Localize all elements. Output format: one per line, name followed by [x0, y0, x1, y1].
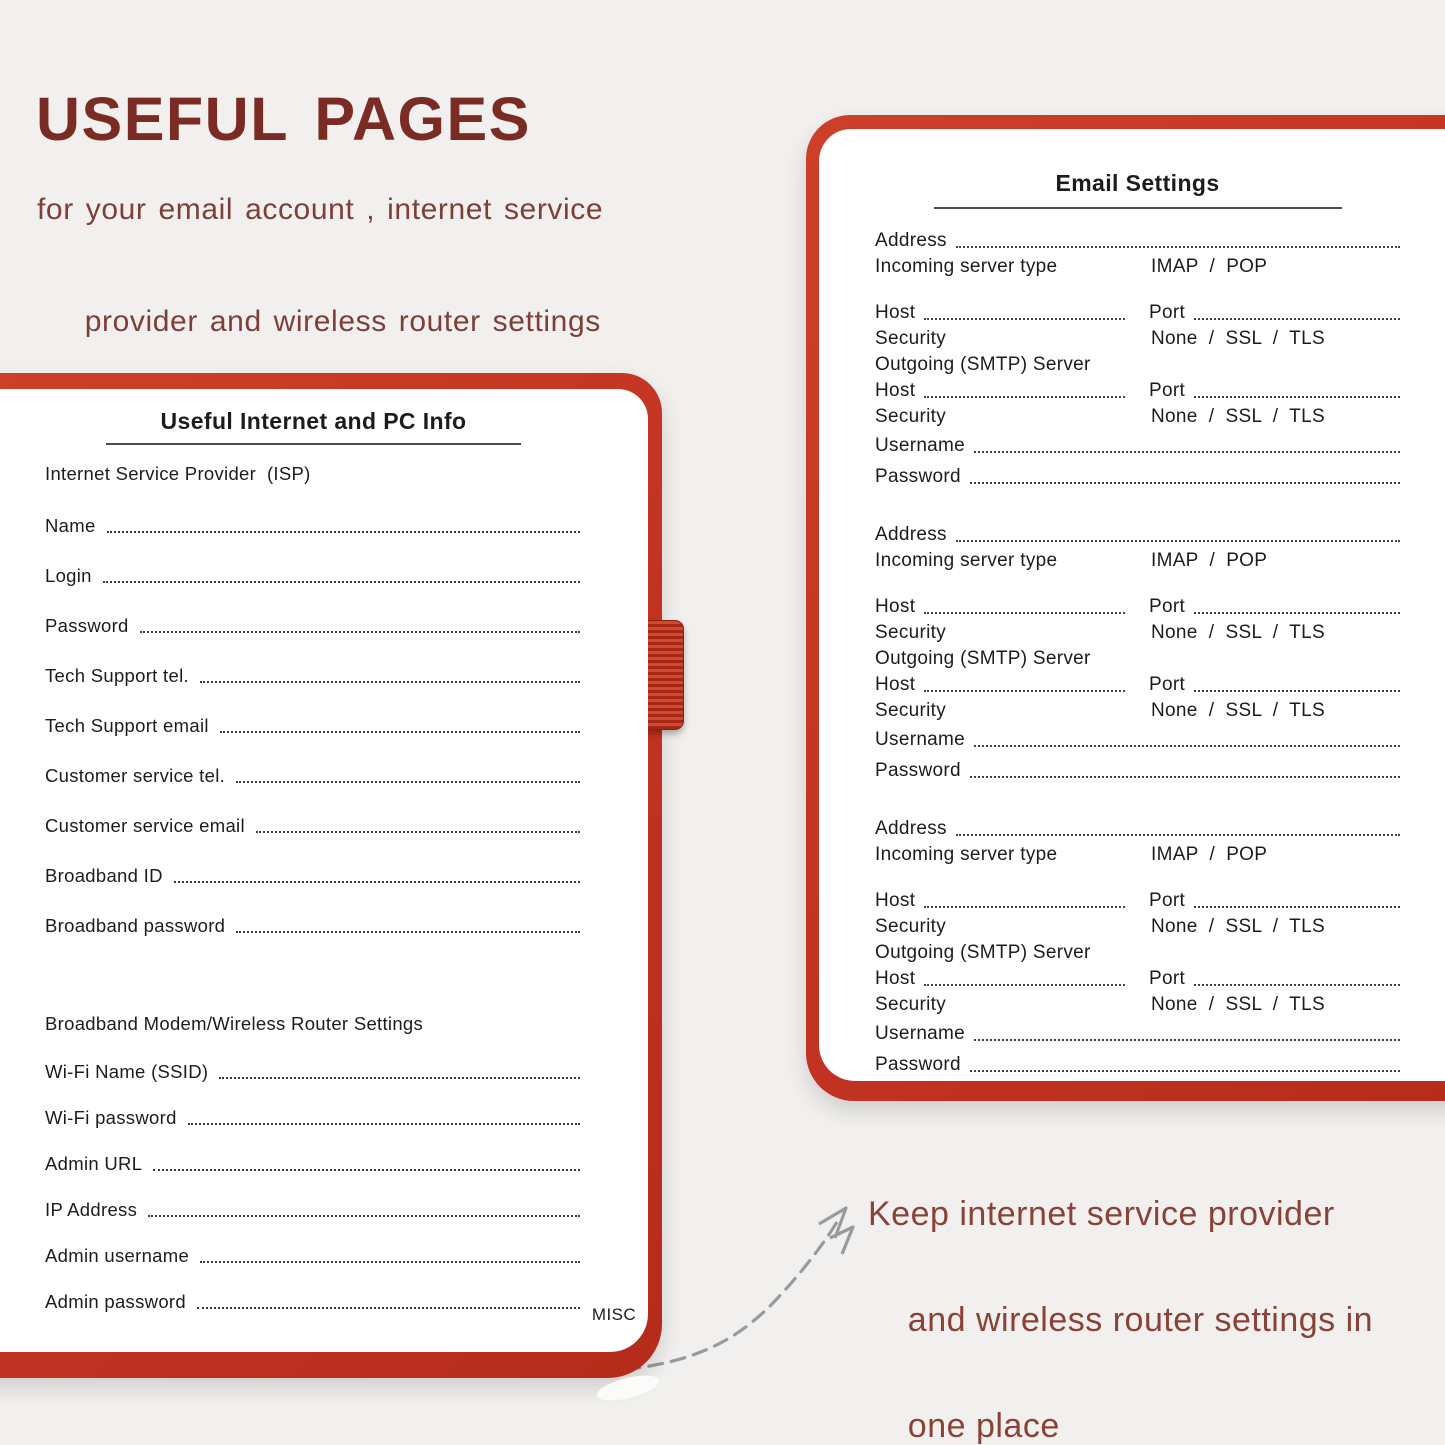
field-label: Login [45, 565, 92, 586]
field-label: Broadband ID [45, 865, 163, 886]
dotted-line [103, 581, 580, 583]
address-row [875, 227, 1400, 253]
dotted-line [1194, 612, 1400, 614]
field-options: IMAP / POP [1151, 550, 1268, 571]
dotted-line [924, 612, 1125, 614]
isp-section-heading: Internet Service Provider (ISP) [45, 463, 311, 484]
field-label: Tech Support email [45, 715, 209, 736]
field-label: Outgoing (SMTP) Server [875, 942, 1091, 963]
right-notebook-cover [806, 115, 1445, 1101]
misc-page-label: MISC [591, 1305, 636, 1324]
form-row-login [45, 537, 582, 587]
left-notebook-cover [0, 373, 662, 1378]
dotted-line [219, 1077, 580, 1079]
field-options: None / SSL / TLS [1151, 622, 1325, 643]
dotted-line [107, 531, 580, 533]
outgoing-server-row [875, 645, 1400, 671]
dotted-line [1194, 318, 1400, 320]
outgoing-server-row [875, 351, 1400, 377]
field-label: Outgoing (SMTP) Server [875, 354, 1091, 375]
outgoing-server-row [875, 939, 1400, 965]
field-label: Incoming server type [875, 550, 1058, 571]
field-label: Broadband password [45, 915, 226, 936]
field-label: Username [875, 1023, 966, 1044]
dotted-line [148, 1215, 580, 1217]
field-label: Host [875, 968, 916, 989]
dotted-line [236, 781, 580, 783]
security-row [875, 403, 1400, 429]
host-port-row [875, 887, 1400, 913]
dotted-line [924, 690, 1125, 692]
field-label: Admin URL [45, 1153, 143, 1174]
email-account-block [875, 521, 1400, 783]
form-row-wifi-password [45, 1083, 582, 1129]
field-label: Customer service email [45, 815, 245, 836]
field-label: Host [875, 302, 916, 323]
callout-text [868, 1188, 1373, 1445]
password-row [875, 757, 1400, 783]
field-label: Outgoing (SMTP) Server [875, 648, 1091, 669]
left-notebook-page [0, 389, 648, 1352]
incoming-server-row [875, 841, 1400, 867]
subtitle-line-2: provider and wireless router settings [84, 305, 601, 338]
security-row [875, 325, 1400, 351]
form-row-name [45, 487, 582, 537]
form-row-admin-password [45, 1267, 582, 1313]
field-label: Address [875, 230, 947, 251]
dotted-line [174, 881, 580, 883]
dotted-line [1194, 690, 1400, 692]
left-page-title: Useful Internet and PC Info [160, 408, 467, 434]
field-options: IMAP / POP [1151, 256, 1268, 277]
incoming-server-row [875, 547, 1400, 573]
form-row-broadband-password [45, 887, 582, 937]
username-row [875, 726, 1400, 752]
form-row-tech-support-tel [45, 637, 582, 687]
field-label: Username [875, 729, 966, 750]
field-options: None / SSL / TLS [1151, 700, 1325, 721]
dotted-line [974, 1039, 1400, 1041]
form-row-wifi-name [45, 1037, 582, 1083]
password-row [875, 463, 1400, 489]
router-section-heading: Broadband Modem/Wireless Router Settings [45, 1013, 424, 1034]
field-label: Admin password [45, 1291, 186, 1312]
field-options: None / SSL / TLS [1151, 916, 1325, 937]
dotted-line [970, 1070, 1400, 1072]
field-label: Security [875, 622, 947, 643]
email-account-block [875, 227, 1400, 489]
field-label: Name [45, 515, 96, 536]
field-label: Password [875, 466, 961, 487]
username-row [875, 432, 1400, 458]
field-label: Password [45, 615, 129, 636]
email-account-block [875, 815, 1400, 1077]
dotted-line [956, 834, 1400, 836]
title-underline [106, 443, 521, 445]
field-label: Host [875, 596, 916, 617]
address-row [875, 815, 1400, 841]
field-label: Port [1149, 302, 1186, 323]
dotted-line [924, 318, 1125, 320]
dotted-line [970, 482, 1400, 484]
form-row-tech-support-email [45, 687, 582, 737]
dotted-line [236, 931, 580, 933]
dotted-line [188, 1123, 580, 1125]
pen-loop [642, 620, 684, 730]
field-label: Incoming server type [875, 844, 1058, 865]
dotted-line [974, 745, 1400, 747]
field-label: Incoming server type [875, 256, 1058, 277]
password-row [875, 1051, 1400, 1077]
field-label: Tech Support tel. [45, 665, 189, 686]
right-notebook-page [819, 129, 1445, 1081]
form-row-password [45, 587, 582, 637]
field-label: Customer service tel. [45, 765, 226, 786]
field-label: Password [875, 1054, 961, 1075]
page-subtitle [37, 182, 603, 350]
subtitle-line-1: for your email account , internet service [37, 193, 604, 226]
host-port-row [875, 671, 1400, 697]
dotted-line [956, 540, 1400, 542]
field-options: None / SSL / TLS [1151, 328, 1325, 349]
field-label: Security [875, 406, 947, 427]
callout-line-2: and wireless router settings in [907, 1301, 1374, 1339]
incoming-server-row [875, 253, 1400, 279]
callout-line-1: Keep internet service provider [868, 1195, 1335, 1233]
host-port-row [875, 965, 1400, 991]
title-underline [934, 207, 1342, 209]
form-row-admin-username [45, 1221, 582, 1267]
field-label: IP Address [45, 1199, 138, 1220]
dotted-line [924, 396, 1125, 398]
host-port-row [875, 377, 1400, 403]
field-label: Host [875, 890, 916, 911]
right-page-title: Email Settings [1055, 170, 1220, 196]
field-label: Security [875, 916, 947, 937]
address-row [875, 521, 1400, 547]
dotted-line [220, 731, 580, 733]
username-row [875, 1020, 1400, 1046]
security-row [875, 913, 1400, 939]
field-label: Host [875, 674, 916, 695]
field-label: Username [875, 435, 966, 456]
field-options: None / SSL / TLS [1151, 994, 1325, 1015]
dotted-line [1194, 906, 1400, 908]
field-label: Security [875, 328, 947, 349]
dotted-line [153, 1169, 580, 1171]
field-label: Address [875, 524, 947, 545]
field-label: Port [1149, 674, 1186, 695]
page-title: USEFUL PAGES [36, 85, 531, 153]
host-port-row [875, 299, 1400, 325]
field-label: Admin username [45, 1245, 190, 1266]
dotted-line [1194, 396, 1400, 398]
form-row-broadband-id [45, 837, 582, 887]
form-row-admin-url [45, 1129, 582, 1175]
field-label: Address [875, 818, 947, 839]
security-row [875, 619, 1400, 645]
field-label: Password [875, 760, 961, 781]
form-row-customer-service-email [45, 787, 582, 837]
dotted-line [140, 631, 580, 633]
field-label: Port [1149, 380, 1186, 401]
dotted-line [974, 451, 1400, 453]
field-options: None / SSL / TLS [1151, 406, 1325, 427]
host-port-row [875, 593, 1400, 619]
dotted-line [256, 831, 580, 833]
right-page-content [819, 129, 1445, 1081]
form-row-customer-service-tel [45, 737, 582, 787]
left-page-content [0, 389, 648, 1352]
dotted-line [924, 984, 1125, 986]
dotted-line [956, 246, 1400, 248]
field-label: Wi-Fi Name (SSID) [45, 1061, 209, 1082]
field-options: IMAP / POP [1151, 844, 1268, 865]
field-label: Host [875, 380, 916, 401]
field-label: Wi-Fi password [45, 1107, 177, 1128]
field-label: Security [875, 700, 947, 721]
dotted-line [924, 906, 1125, 908]
callout-line-3: one place [907, 1407, 1060, 1445]
field-label: Security [875, 994, 947, 1015]
dotted-line [200, 1261, 580, 1263]
security-row [875, 991, 1400, 1017]
form-row-ip-address [45, 1175, 582, 1221]
dotted-line [970, 776, 1400, 778]
dotted-line [197, 1307, 580, 1309]
security-row [875, 697, 1400, 723]
field-label: Port [1149, 968, 1186, 989]
field-label: Port [1149, 890, 1186, 911]
field-label: Port [1149, 596, 1186, 617]
dotted-line [200, 681, 580, 683]
dotted-line [1194, 984, 1400, 986]
